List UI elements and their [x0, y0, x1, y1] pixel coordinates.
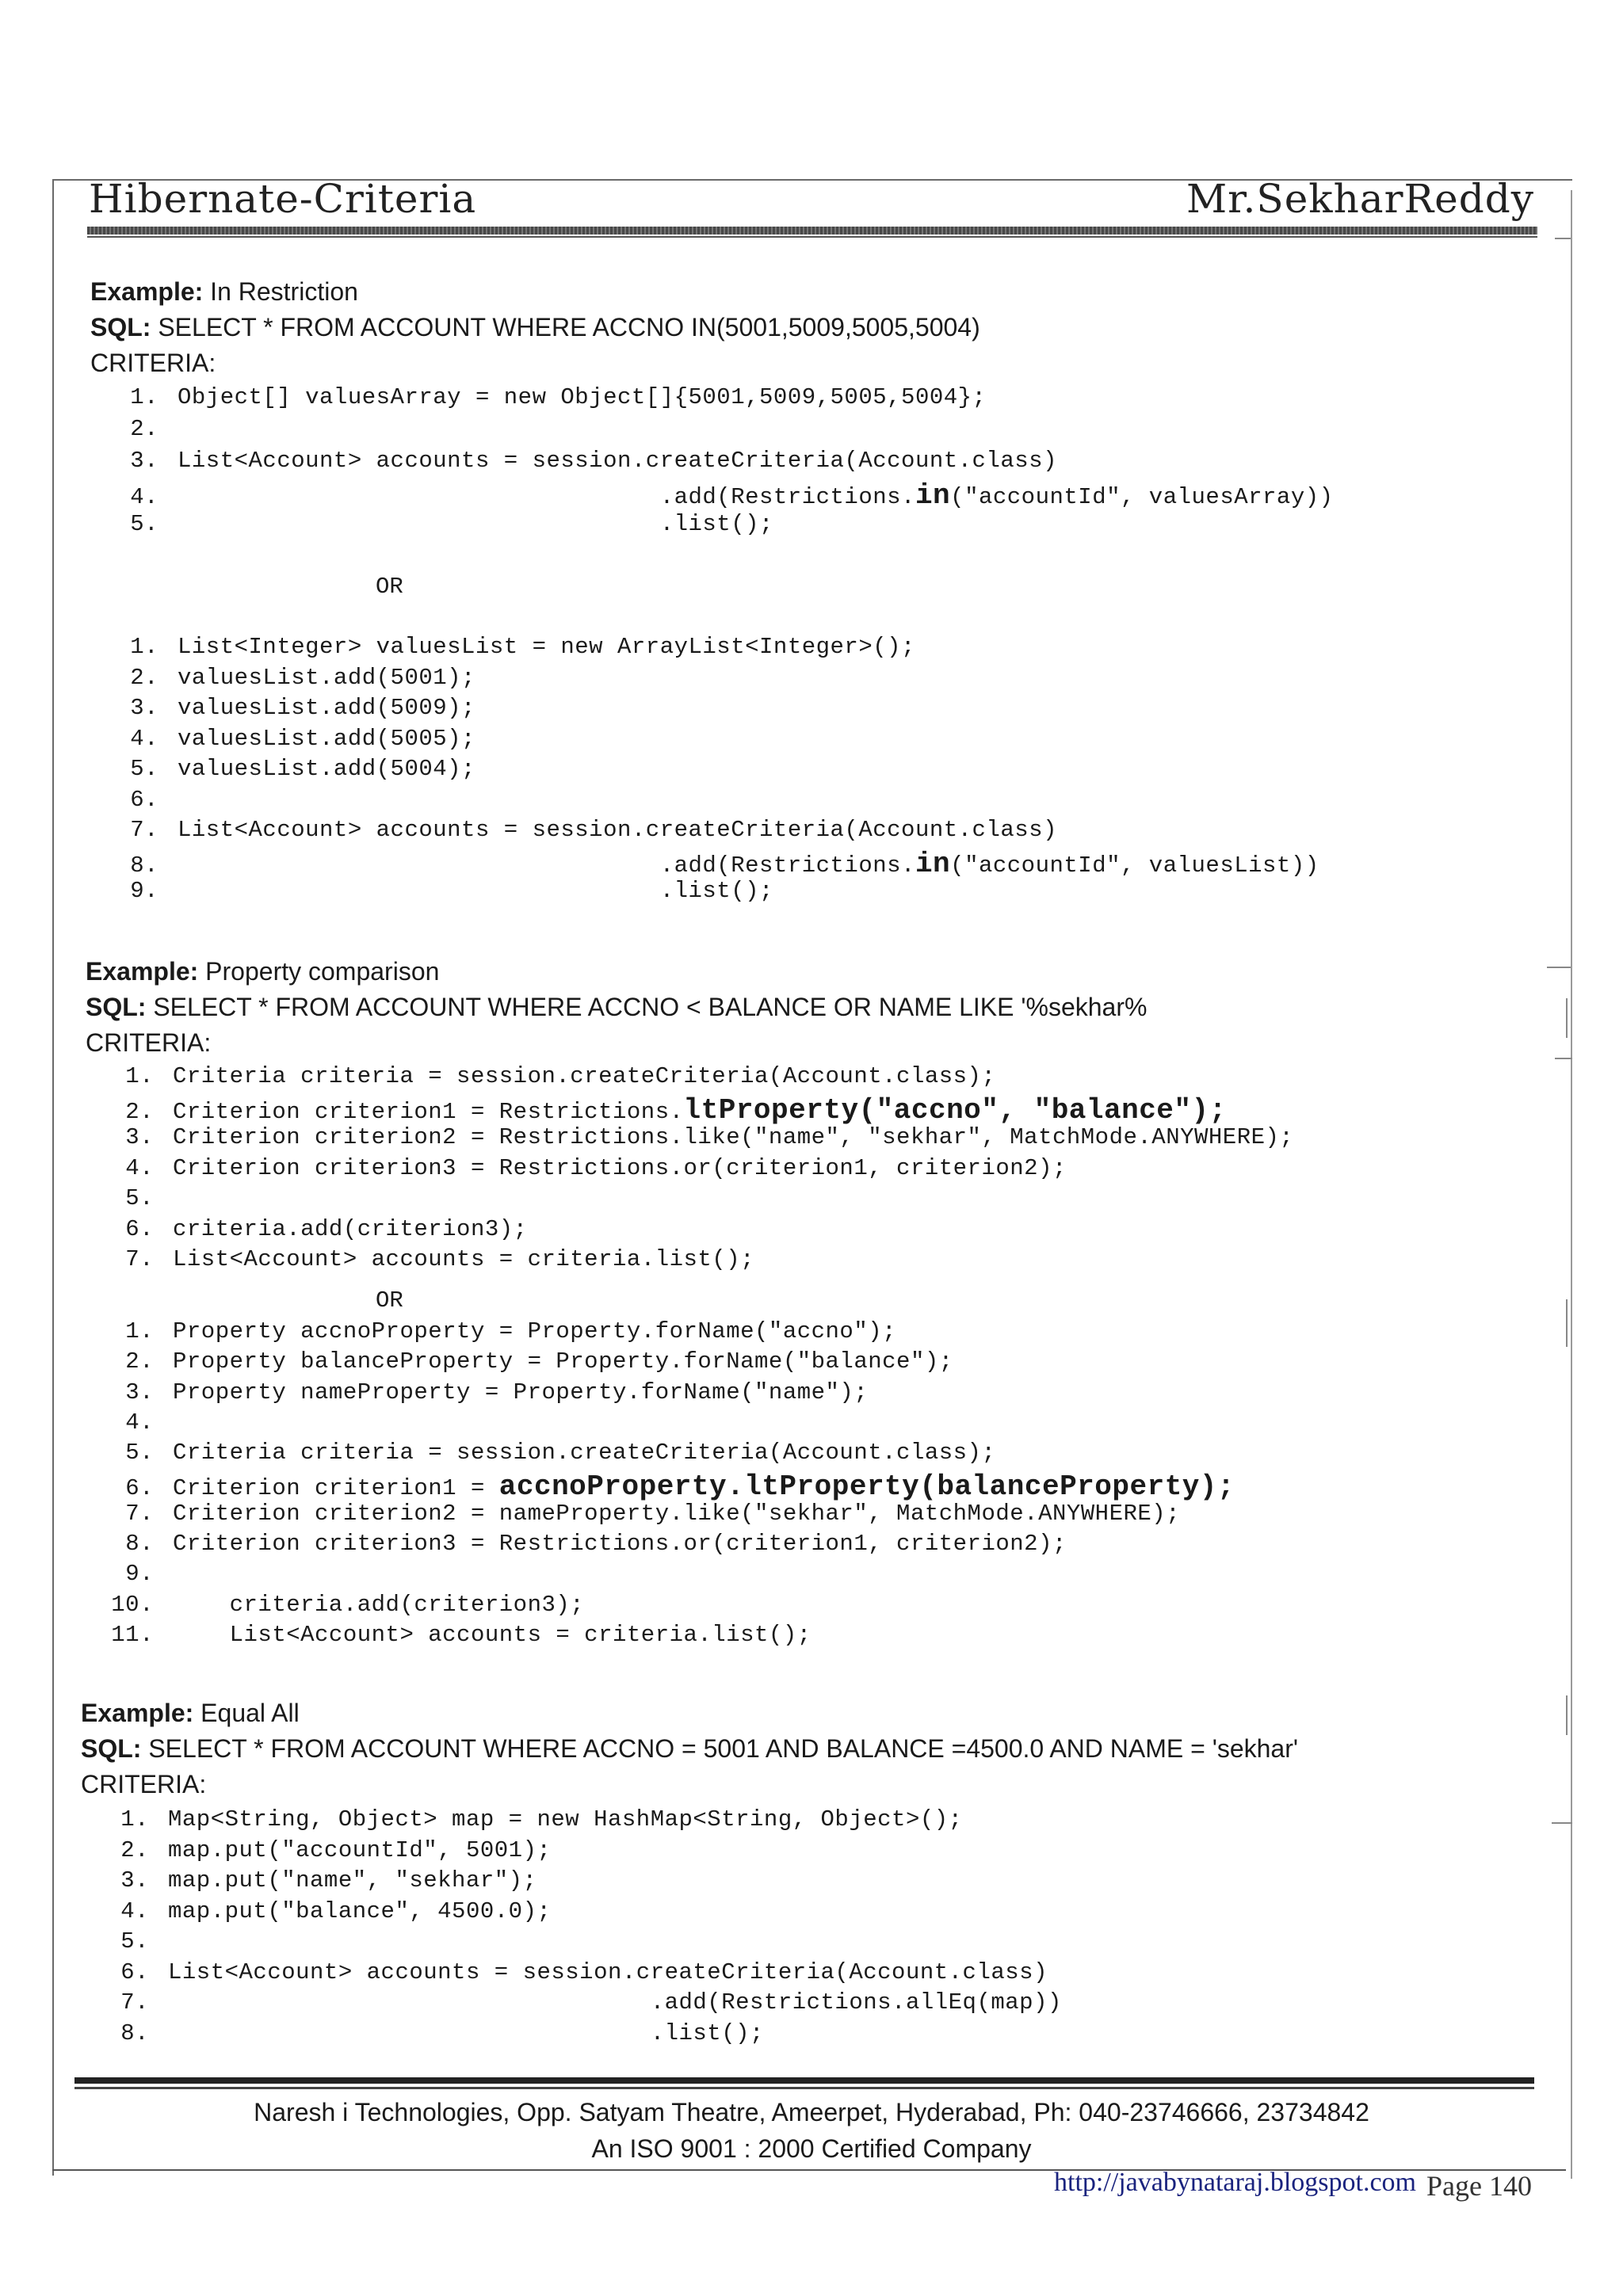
line-number: 11. — [111, 1622, 154, 1648]
scan-mark — [1555, 1058, 1572, 1059]
code-line — [101, 1959, 1048, 1985]
section1-or: OR — [376, 574, 403, 600]
line-number: 6. — [125, 1474, 154, 1501]
code-line — [111, 634, 915, 660]
code-line — [106, 1185, 173, 1211]
code-emphasis: in — [915, 847, 951, 880]
line-number: 5. — [130, 511, 158, 537]
code-text: Property balanceProperty = Property.forName("balance"); — [173, 1348, 953, 1375]
code-text: map.put("accountId", 5001); — [168, 1836, 552, 1863]
code-line — [106, 1501, 1180, 1527]
code-line — [111, 848, 1319, 880]
code-line — [111, 695, 475, 721]
scan-mark — [1555, 238, 1571, 239]
code-text: List<Account> accounts = criteria.list(); — [173, 1246, 755, 1272]
code-text: .add(Restrictions. — [178, 852, 915, 879]
code-line — [101, 1837, 551, 1863]
section2-criteria-label: CRITERIA: — [86, 1028, 212, 1057]
line-number: 9. — [130, 878, 158, 904]
scan-mark — [1566, 1695, 1568, 1735]
code-line — [106, 1379, 868, 1405]
code-text: .list(); — [178, 511, 773, 537]
code-emphasis: accnoProperty.ltProperty(balanceProperty); — [498, 1470, 1235, 1503]
line-number: 4. — [125, 1154, 154, 1181]
page-frame-left — [52, 179, 54, 2176]
header-rule-thin — [87, 236, 1537, 238]
code-line — [106, 1592, 584, 1618]
code-line — [111, 878, 773, 904]
code-text: List<Account> accounts = criteria.list(); — [173, 1622, 812, 1648]
line-number: 4. — [120, 1897, 149, 1924]
code-text: Criterion criterion2 = nameProperty.like("sekhar", MatchMode.ANYWHERE); — [173, 1500, 1181, 1527]
header-rule — [87, 227, 1537, 235]
section1-sql: SQL: SELECT * FROM ACCOUNT WHERE ACCNO IN(5001,5009,5005,5004) — [90, 313, 980, 341]
code-line — [106, 1531, 1067, 1557]
blog-url-link[interactable]: http://javabynataraj.blogspot.com — [1054, 2168, 1417, 2197]
code-emphasis: in — [915, 479, 951, 512]
code-text: ("accountId", valuesList)) — [950, 852, 1319, 879]
code-text: List<Account> accounts = session.createCriteria(Account.class) — [178, 448, 1057, 474]
code-line — [101, 1989, 1062, 2016]
code-line — [111, 384, 986, 410]
line-number: 8. — [125, 1531, 154, 1558]
footer-rule-thin — [74, 2087, 1534, 2089]
code-line — [106, 1622, 812, 1648]
scan-mark — [1547, 967, 1571, 968]
line-number: 2. — [120, 1836, 149, 1863]
code-text: List<Integer> valuesList = new ArrayList<Integer>(); — [178, 634, 915, 660]
code-text: map.put("balance", 4500.0); — [168, 1897, 552, 1924]
line-number: 6. — [125, 1215, 154, 1242]
code-line — [111, 756, 475, 782]
line-number: 7. — [125, 1500, 154, 1527]
code-text: List<Account> accounts = session.createCriteria(Account.class) — [178, 817, 1057, 843]
code-text: Criterion criterion3 = Restrictions.or(criterion1, criterion2); — [173, 1154, 1067, 1181]
code-line — [111, 511, 773, 537]
line-number: 5. — [130, 756, 158, 782]
code-line — [111, 665, 475, 691]
line-number: 7. — [120, 1989, 149, 2016]
code-emphasis: ltProperty("accno", "balance"); — [683, 1093, 1227, 1127]
line-number: 10. — [111, 1591, 154, 1618]
code-line — [106, 1470, 1235, 1503]
line-number: 5. — [120, 1928, 149, 1955]
code-text: valuesList.add(5009); — [178, 695, 475, 721]
code-line — [111, 726, 475, 752]
footer-rule — [74, 2077, 1534, 2084]
code-text: criteria.add(criterion3); — [173, 1215, 528, 1242]
code-text: .add(Restrictions.allEq(map)) — [168, 1989, 1062, 2016]
code-text: .list(); — [168, 2019, 764, 2046]
code-text: Property accnoProperty = Property.forName("accno"); — [173, 1318, 897, 1344]
code-text: Map<String, Object> map = new HashMap<String, Object>(); — [168, 1806, 963, 1833]
code-text: valuesList.add(5001); — [178, 664, 475, 691]
line-number: 1. — [125, 1318, 154, 1344]
code-line — [111, 817, 1057, 843]
code-text: Criterion criterion2 = Restrictions.like("name", "sekhar", MatchMode.ANYWHERE); — [173, 1124, 1294, 1150]
line-number: 4. — [130, 725, 158, 752]
code-text: Property nameProperty = Property.forName("name"); — [173, 1379, 869, 1405]
section1-criteria-label: CRITERIA: — [90, 349, 216, 377]
code-line — [101, 1806, 963, 1833]
section1-example: Example: In Restriction — [90, 277, 358, 306]
line-number: 3. — [120, 1867, 149, 1894]
header-title: Hibernate-Criteria — [89, 176, 477, 222]
code-line — [101, 1867, 537, 1894]
code-text: Criteria criteria = session.createCriteria(Account.class); — [173, 1440, 996, 1466]
code-line — [106, 1094, 1227, 1127]
code-text: .list(); — [178, 878, 773, 904]
code-line — [106, 1246, 754, 1272]
section3-criteria-label: CRITERIA: — [81, 1770, 207, 1798]
line-number: 6. — [130, 786, 158, 813]
line-number: 3. — [125, 1379, 154, 1405]
code-text: Criterion criterion1 = — [173, 1474, 499, 1501]
line-number: 5. — [125, 1185, 154, 1211]
section2-or: OR — [376, 1287, 403, 1314]
section2-sql: SQL: SELECT * FROM ACCOUNT WHERE ACCNO < BALANCE OR NAME LIKE '%sekhar% — [86, 993, 1148, 1021]
line-number: 2. — [125, 1348, 154, 1375]
code-text: .add(Restrictions. — [178, 484, 915, 510]
code-line — [106, 1124, 1293, 1150]
header-author: Mr.SekharReddy — [1186, 176, 1534, 222]
footer-certification: An ISO 9001 : 2000 Certified Company — [591, 2134, 1032, 2163]
line-number: 1. — [120, 1806, 149, 1833]
line-number: 7. — [125, 1246, 154, 1272]
line-number: 4. — [125, 1409, 154, 1436]
line-number: 7. — [130, 817, 158, 843]
section3-sql: SQL: SELECT * FROM ACCOUNT WHERE ACCNO = 5001 AND BALANCE =4500.0 AND NAME = 'sekhar' — [81, 1734, 1298, 1763]
line-number: 5. — [125, 1440, 154, 1466]
code-line — [101, 2020, 764, 2046]
page-number: Page 140 — [1426, 2170, 1532, 2202]
code-line — [111, 479, 1334, 512]
line-number: 2. — [130, 664, 158, 691]
code-line — [106, 1561, 173, 1587]
code-line — [106, 1063, 995, 1089]
code-line — [106, 1440, 995, 1466]
page-frame-right — [1571, 190, 1572, 2179]
code-text: map.put("name", "sekhar"); — [168, 1867, 537, 1894]
code-text: ("accountId", valuesArray)) — [950, 484, 1334, 510]
code-line — [106, 1348, 953, 1375]
code-text: Criterion criterion1 = Restrictions. — [173, 1098, 684, 1125]
section2-example: Example: Property comparison — [86, 957, 440, 986]
line-number: 2. — [125, 1098, 154, 1125]
code-line — [106, 1318, 896, 1344]
line-number: 2. — [130, 416, 158, 442]
line-number: 9. — [125, 1561, 154, 1588]
code-text: Criteria criteria = session.createCriteria(Account.class); — [173, 1063, 996, 1089]
line-number: 1. — [130, 384, 158, 410]
footer-address: Naresh i Technologies, Opp. Satyam Theatre, Ameerpet, Hyderabad, Ph: 040-23746666, 23734842 — [254, 2098, 1369, 2126]
code-text: valuesList.add(5004); — [178, 756, 475, 782]
code-text: criteria.add(criterion3); — [173, 1591, 585, 1618]
line-number: 3. — [130, 448, 158, 474]
code-line — [106, 1409, 173, 1436]
code-line — [111, 787, 178, 813]
line-number: 1. — [130, 634, 158, 660]
code-line — [101, 1898, 551, 1924]
section3-example: Example: Equal All — [81, 1699, 300, 1727]
code-line — [101, 1928, 168, 1955]
code-line — [106, 1155, 1067, 1181]
scan-mark — [1566, 1299, 1568, 1347]
line-number: 4. — [130, 484, 158, 510]
code-line — [111, 448, 1057, 474]
line-number: 1. — [125, 1063, 154, 1089]
code-text: Object[] valuesArray = new Object[]{5001,5009,5005,5004}; — [178, 384, 987, 410]
line-number: 3. — [125, 1124, 154, 1150]
line-number: 6. — [120, 1958, 149, 1985]
code-text: valuesList.add(5005); — [178, 725, 475, 752]
scan-mark — [1552, 1822, 1572, 1824]
code-line — [111, 416, 178, 442]
code-line — [106, 1216, 528, 1242]
code-text: List<Account> accounts = session.createCriteria(Account.class) — [168, 1958, 1048, 1985]
line-number: 3. — [130, 695, 158, 721]
line-number: 8. — [120, 2019, 149, 2046]
code-text: Criterion criterion3 = Restrictions.or(criterion1, criterion2); — [173, 1531, 1067, 1558]
scan-mark — [1566, 998, 1568, 1038]
line-number: 8. — [130, 852, 158, 879]
